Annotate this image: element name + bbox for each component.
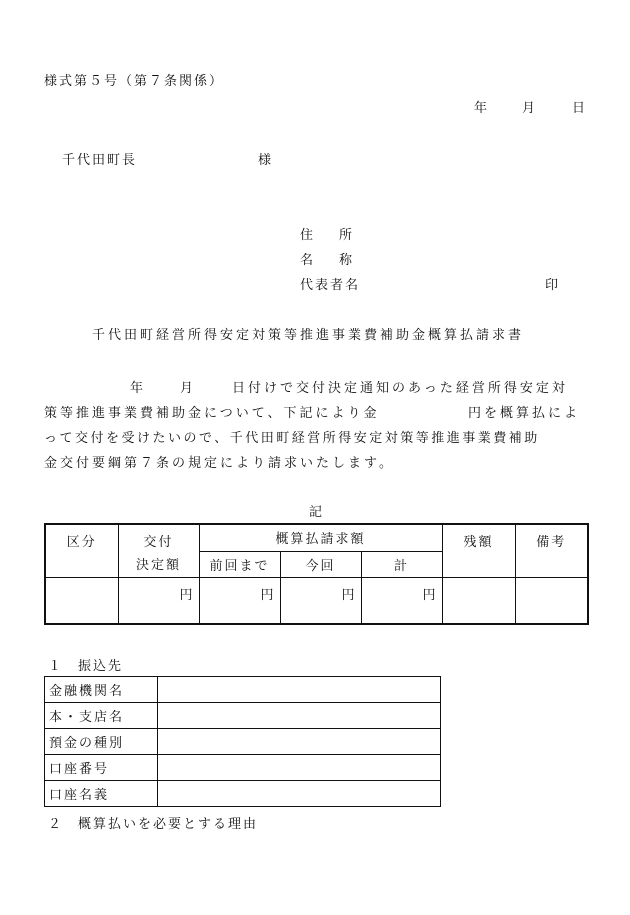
document-title: 千代田町経営所得安定対策等推進事業費補助金概算払請求書	[92, 328, 525, 343]
bank-name-label: 金融機関名	[45, 677, 158, 703]
seal-mark: 印	[545, 278, 559, 293]
subheader-previous: 前回まで	[199, 551, 280, 577]
branch-name-field[interactable]	[158, 703, 441, 729]
address-label: 住 所	[300, 228, 353, 243]
bank-name-field[interactable]	[158, 677, 441, 703]
body-year-label: 年	[130, 381, 144, 396]
cell-category[interactable]	[45, 577, 118, 624]
account-number-label: 口座番号	[45, 755, 158, 781]
header-balance: 残額	[442, 524, 515, 577]
ki-heading: 記	[309, 505, 323, 520]
date-month-label: 月	[522, 101, 536, 116]
cell-total-amount[interactable]: 円	[361, 577, 442, 624]
header-remarks: 備考	[515, 524, 588, 577]
subheader-total: 計	[361, 551, 442, 577]
section2-heading: ２ 概算払いを必要とする理由	[48, 817, 259, 832]
subheader-this-time: 今回	[280, 551, 361, 577]
body-line-1: 日付けで交付決定通知のあった経営所得安定対	[232, 381, 568, 396]
addressee-honorific: 様	[258, 153, 272, 168]
representative-label: 代表者名	[300, 278, 361, 293]
cell-remarks[interactable]	[515, 577, 588, 624]
deposit-type-field[interactable]	[158, 729, 441, 755]
body-line-2b: 円を概算払によ	[468, 406, 581, 421]
cell-previous-amount[interactable]: 円	[199, 577, 280, 624]
branch-name-label: 本・支店名	[45, 703, 158, 729]
body-line-3: って交付を受けたいので、千代田町経営所得安定対策等推進事業費補助	[44, 431, 540, 446]
header-request-amount: 概算払請求額	[199, 524, 442, 551]
bank-account-table	[44, 676, 441, 807]
header-grant-line2: 決定額	[118, 551, 199, 577]
date-year-label: 年	[474, 101, 488, 116]
account-number-field[interactable]	[158, 755, 441, 781]
name-label: 名 称	[300, 253, 353, 268]
addressee: 千代田町長	[62, 153, 138, 168]
date-day-label: 日	[572, 101, 586, 116]
section1-heading: １ 振込先	[48, 659, 124, 674]
header-grant-line1: 交付	[118, 524, 199, 551]
cell-balance[interactable]	[442, 577, 515, 624]
body-line-2a: 策等推進事業費補助金について、下記により金	[44, 406, 380, 421]
account-holder-label: 口座名義	[45, 781, 158, 807]
body-month-label: 月	[180, 381, 194, 396]
account-holder-field[interactable]	[158, 781, 441, 807]
cell-this-time-amount[interactable]: 円	[280, 577, 361, 624]
header-category: 区分	[45, 524, 118, 577]
body-line-4: 金交付要綱第７条の規定により請求いたします。	[44, 456, 395, 471]
request-amount-table	[44, 523, 589, 625]
deposit-type-label: 預金の種別	[45, 729, 158, 755]
cell-grant-amount[interactable]: 円	[118, 577, 199, 624]
form-number: 様式第５号（第７条関係）	[44, 74, 225, 89]
